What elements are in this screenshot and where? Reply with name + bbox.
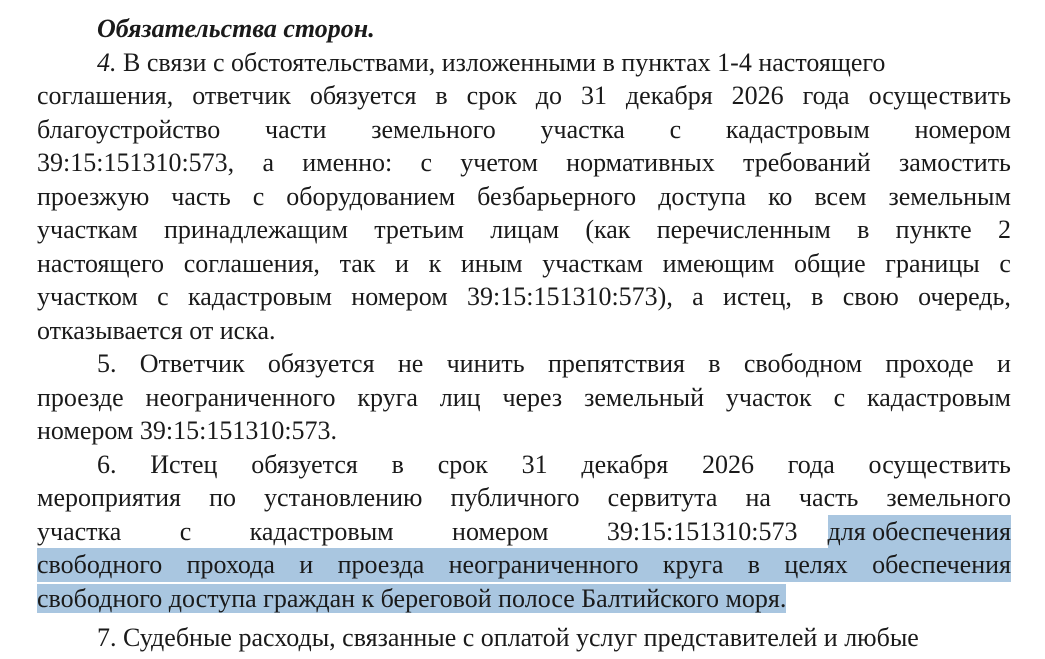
word: по — [209, 483, 236, 512]
paragraph-4-line-2 — [37, 79, 1011, 113]
section-heading: Обязательства сторон. — [97, 14, 375, 43]
word: ответчик — [192, 81, 291, 110]
word: года — [802, 81, 850, 110]
word: в — [708, 349, 721, 378]
word: осуществить — [868, 449, 1011, 479]
word: учетом — [460, 148, 538, 177]
paragraph-4-line-3 — [37, 113, 1011, 147]
word: через — [502, 382, 563, 412]
paragraph-5-line-2 — [37, 381, 1011, 415]
paragraph-5-text — [97, 347, 1011, 381]
justified-text — [37, 113, 1011, 147]
justified-text — [37, 280, 1011, 314]
word: участком — [37, 282, 138, 311]
highlighted-text-selection-line[interactable] — [37, 548, 1011, 582]
paragraph-4-text: 4. В связи с обстоятельствами, изложенными в пунктах 1-4 настоящего — [97, 47, 886, 77]
word: обязуется — [251, 449, 358, 479]
word: публичного — [450, 483, 580, 512]
word: круга — [357, 382, 418, 412]
word: неограниченного — [448, 550, 639, 579]
word: свободного — [37, 550, 163, 579]
word: срок — [466, 81, 517, 110]
word: 39:15:151310:573 — [606, 516, 798, 546]
word: (как — [585, 215, 631, 244]
word: кадастровым — [249, 516, 394, 546]
word: безбарьерного — [477, 181, 637, 211]
word: и — [996, 349, 1011, 378]
word: свою — [842, 282, 899, 311]
paragraph-4-line-5 — [37, 180, 1011, 214]
paragraph-6-text — [97, 448, 1011, 482]
word: участкам — [37, 215, 138, 244]
word: номером — [452, 516, 549, 546]
word: проезжую — [37, 181, 150, 211]
document-page — [37, 12, 1011, 652]
word: в — [391, 449, 404, 479]
word: с — [157, 282, 169, 311]
word: принадлежащим — [164, 215, 348, 244]
word: 2026 — [701, 449, 754, 479]
paragraph-4-line-1 — [37, 46, 1011, 80]
word: благоустройство — [37, 114, 221, 144]
justified-text — [37, 381, 1011, 415]
highlighted-text-selection-end[interactable]: свободного доступа граждан к береговой полосе Балтийского моря. — [37, 583, 787, 613]
word: замостить — [898, 148, 1011, 177]
word: земельный — [584, 382, 704, 412]
justified-text — [37, 213, 1011, 247]
justified-text — [37, 481, 1011, 515]
word: настоящего — [37, 248, 165, 278]
word: 39:15:151310:573, — [37, 148, 235, 177]
word: границы — [885, 248, 980, 278]
word: третьим — [374, 215, 465, 244]
word: и — [299, 550, 314, 579]
paragraph-6-line-1 — [37, 448, 1011, 482]
word: участка — [540, 114, 625, 144]
paragraph-6-line-3 — [37, 515, 1011, 549]
word: общие — [793, 248, 866, 278]
word: иным — [460, 248, 523, 278]
word: часть — [798, 483, 859, 512]
word: соглашения, — [37, 81, 174, 110]
word: соглашения, — [183, 248, 320, 278]
word: ко — [768, 181, 793, 211]
paragraph-5-line-3: номером 39:15:151310:573. — [37, 416, 338, 445]
word: с — [252, 181, 265, 211]
word: лицам — [490, 215, 560, 244]
paragraph-6-line-3-plain — [37, 515, 798, 549]
word: перечисленным — [656, 215, 831, 244]
highlighted-text-selection-start[interactable]: для обеспечения — [828, 515, 1012, 549]
word: участка — [37, 516, 122, 546]
word: в — [811, 282, 824, 311]
word: 39:15:151310:573), — [467, 282, 673, 311]
word: к — [428, 248, 442, 278]
word: декабря — [625, 81, 713, 110]
word: проезде — [37, 382, 124, 412]
word: на — [745, 483, 771, 512]
word: в — [747, 550, 761, 579]
word: доступа — [658, 181, 747, 211]
word: 2 — [997, 215, 1011, 244]
word: и — [395, 248, 409, 278]
word: года — [787, 449, 835, 479]
word: а — [692, 282, 704, 311]
word: оборудованием — [286, 181, 456, 211]
paragraph-4-line-7 — [37, 247, 1011, 281]
word: в — [857, 215, 870, 244]
word: кадастровым — [866, 382, 1011, 412]
word: с — [179, 516, 192, 546]
word: обеспечения — [872, 550, 1011, 579]
word: не — [397, 349, 424, 378]
word: а — [262, 148, 274, 177]
word: целях — [784, 550, 848, 579]
paragraph-6-line-2 — [37, 481, 1011, 515]
word: с — [999, 248, 1011, 278]
word: сервитута — [607, 483, 718, 512]
word: установлению — [264, 483, 423, 512]
word: требований — [743, 148, 871, 177]
word: части — [265, 114, 327, 144]
word: мероприятия — [37, 483, 182, 512]
word: пункте — [895, 215, 972, 244]
justified-text — [37, 548, 1011, 582]
word: 5. — [97, 349, 117, 378]
word: земельного — [886, 483, 1011, 512]
word: участок — [725, 382, 812, 412]
word: 6. — [97, 449, 117, 479]
word: срок — [437, 449, 488, 479]
justified-text — [37, 79, 1011, 113]
justified-text — [37, 247, 1011, 281]
paragraph-4-line-9: отказывается от иска. — [37, 315, 276, 345]
word: кадастровым — [188, 282, 332, 311]
word: кадастровым — [725, 114, 870, 144]
word: круга — [662, 550, 724, 579]
paragraph-4-line-4 — [37, 146, 1011, 180]
word: с — [420, 148, 433, 177]
word: препятствия — [547, 349, 685, 378]
word: именно: — [302, 148, 393, 177]
justified-text — [37, 146, 1011, 180]
word: земельного — [371, 114, 496, 144]
word: истец, — [723, 282, 792, 311]
paragraph-5-line-1 — [37, 347, 1011, 381]
word: в — [435, 81, 448, 110]
word: проходе — [885, 349, 974, 378]
justified-text — [37, 180, 1011, 214]
word: неограниченного — [145, 382, 336, 412]
word: номером — [351, 282, 448, 311]
word: очередь, — [918, 282, 1011, 311]
word: осуществить — [868, 81, 1011, 110]
word: 31 — [521, 449, 548, 479]
word: свободном — [743, 349, 863, 378]
word: декабря — [581, 449, 669, 479]
word: имеющим — [662, 248, 775, 278]
paragraph-4-line-8 — [37, 280, 1011, 314]
word: прохода — [186, 550, 275, 579]
word: обязуется — [267, 349, 375, 378]
word: до — [535, 81, 563, 110]
word: с — [669, 114, 682, 144]
word: нормативных — [566, 148, 715, 177]
word: чинить — [446, 349, 525, 378]
word: проезда — [337, 550, 425, 579]
paragraph-4-line-6 — [37, 213, 1011, 247]
word: часть — [171, 181, 231, 211]
word: участкам — [542, 248, 643, 278]
word: Истец — [150, 449, 218, 479]
word: 2026 — [731, 81, 784, 110]
word: 31 — [580, 81, 607, 110]
word: земельным — [888, 181, 1011, 211]
word: Ответчик — [139, 349, 245, 378]
paragraph-4-number: 4. — [97, 47, 117, 77]
word: так — [339, 248, 376, 278]
word: номером — [914, 114, 1011, 144]
word: с — [833, 382, 846, 412]
word: лиц — [439, 382, 481, 412]
word: всем — [814, 181, 867, 211]
word: обязуется — [309, 81, 417, 110]
paragraph-7-cut-off: 7. Судебные расходы, связанные с оплатой услуг представителей и любые — [97, 623, 919, 652]
